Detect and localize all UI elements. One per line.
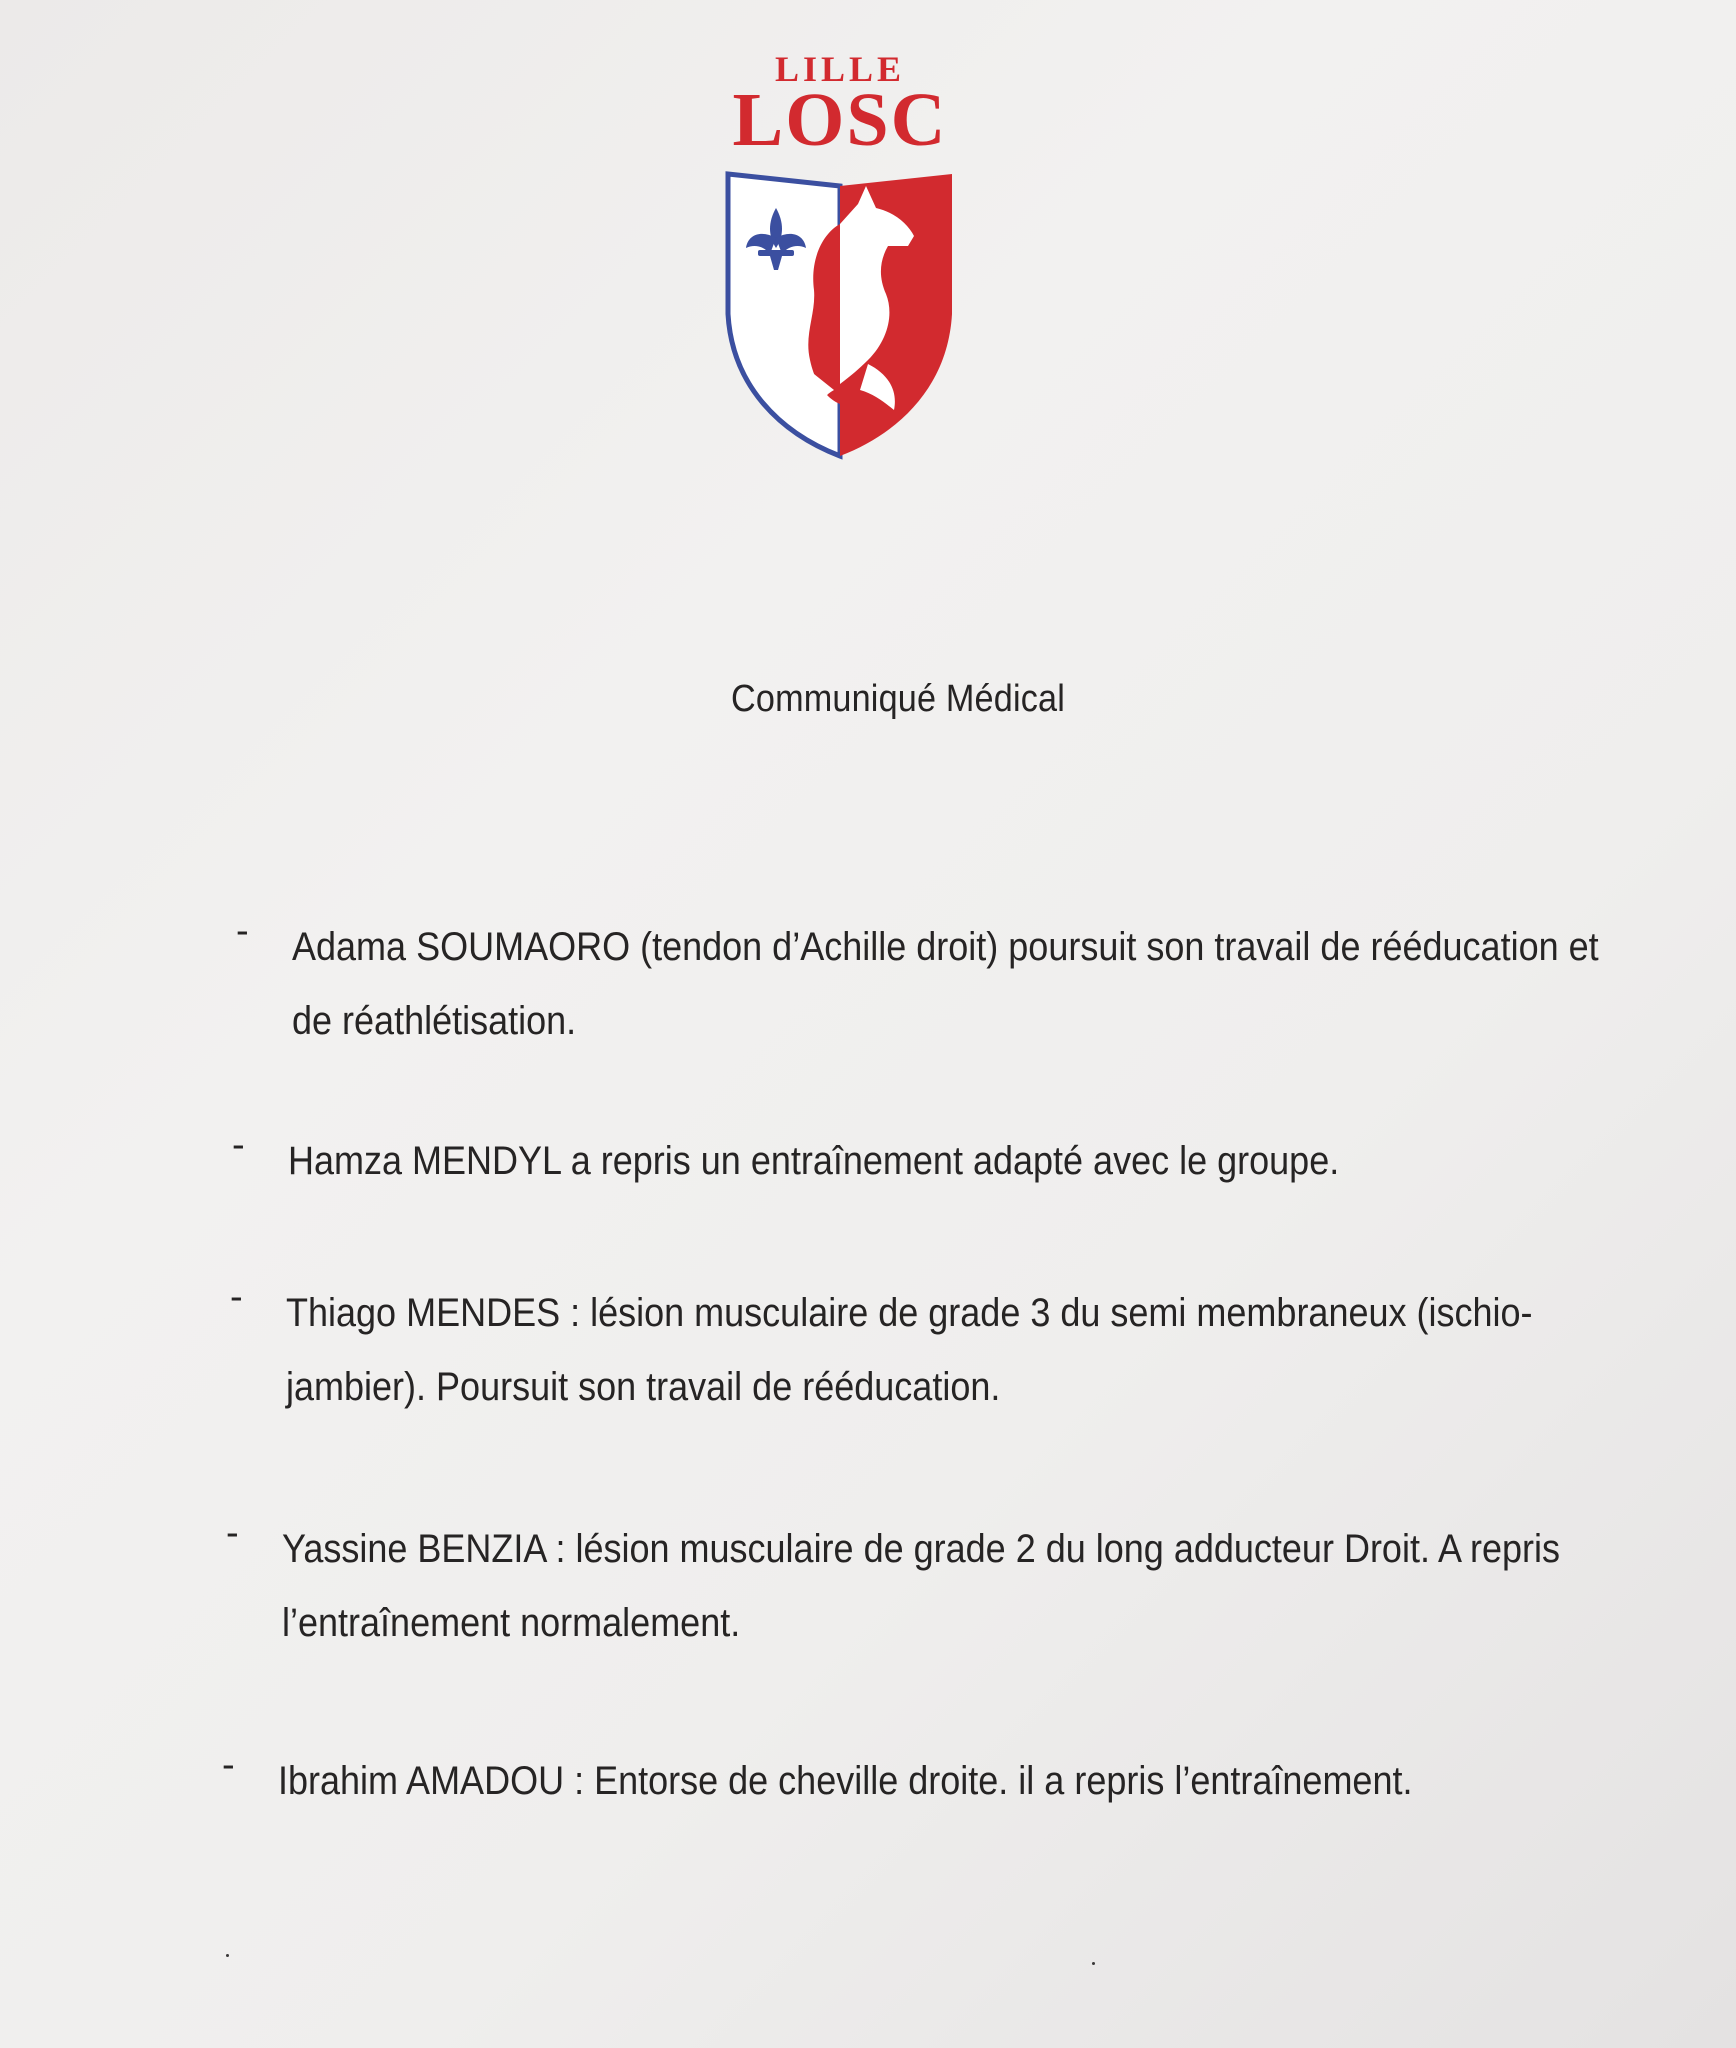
list-item-line: de réathlétisation. [292,999,577,1043]
list-item-text [278,1744,1475,1818]
list-item-line: l’entraînement normalement. [282,1601,741,1645]
list-dash: - [230,1276,243,1318]
club-logo [700,48,980,468]
paper-speck [1092,1962,1095,1965]
list-item-line: Yassine BENZIA : lésion musculaire de grade 2 du long adducteur Droit. A repris [282,1527,1561,1571]
paper-speck [226,1954,229,1957]
list-item-line: jambier). Poursuit son travail de rééducation. [286,1365,1001,1409]
list-item-line: Ibrahim AMADOU : Entorse de cheville droite. il a repris l’entraînement. [278,1759,1413,1803]
list-item-text [288,1124,1485,1198]
list-item-line: Hamza MENDYL a repris un entraînement adapté avec le groupe. [288,1139,1340,1183]
list-item-text [292,910,1599,1058]
list-item-text [286,1276,1533,1424]
list-item-text [282,1512,1561,1660]
logo-losc-text: LOSC [732,78,948,162]
list-dash: - [232,1124,245,1166]
page-title: Communiqué Médical [730,678,1065,720]
crest-icon [718,164,962,464]
list-item-line: Thiago MENDES : lésion musculaire de grade 3 du semi membraneux (ischio- [286,1291,1533,1335]
logo-lille-text: LILLE [774,49,906,89]
list-dash: - [222,1744,235,1786]
list-item-line: Adama SOUMAORO (tendon d’Achille droit) poursuit son travail de rééducation et [292,925,1599,969]
list-dash: - [236,910,249,952]
list-dash: - [226,1512,239,1554]
